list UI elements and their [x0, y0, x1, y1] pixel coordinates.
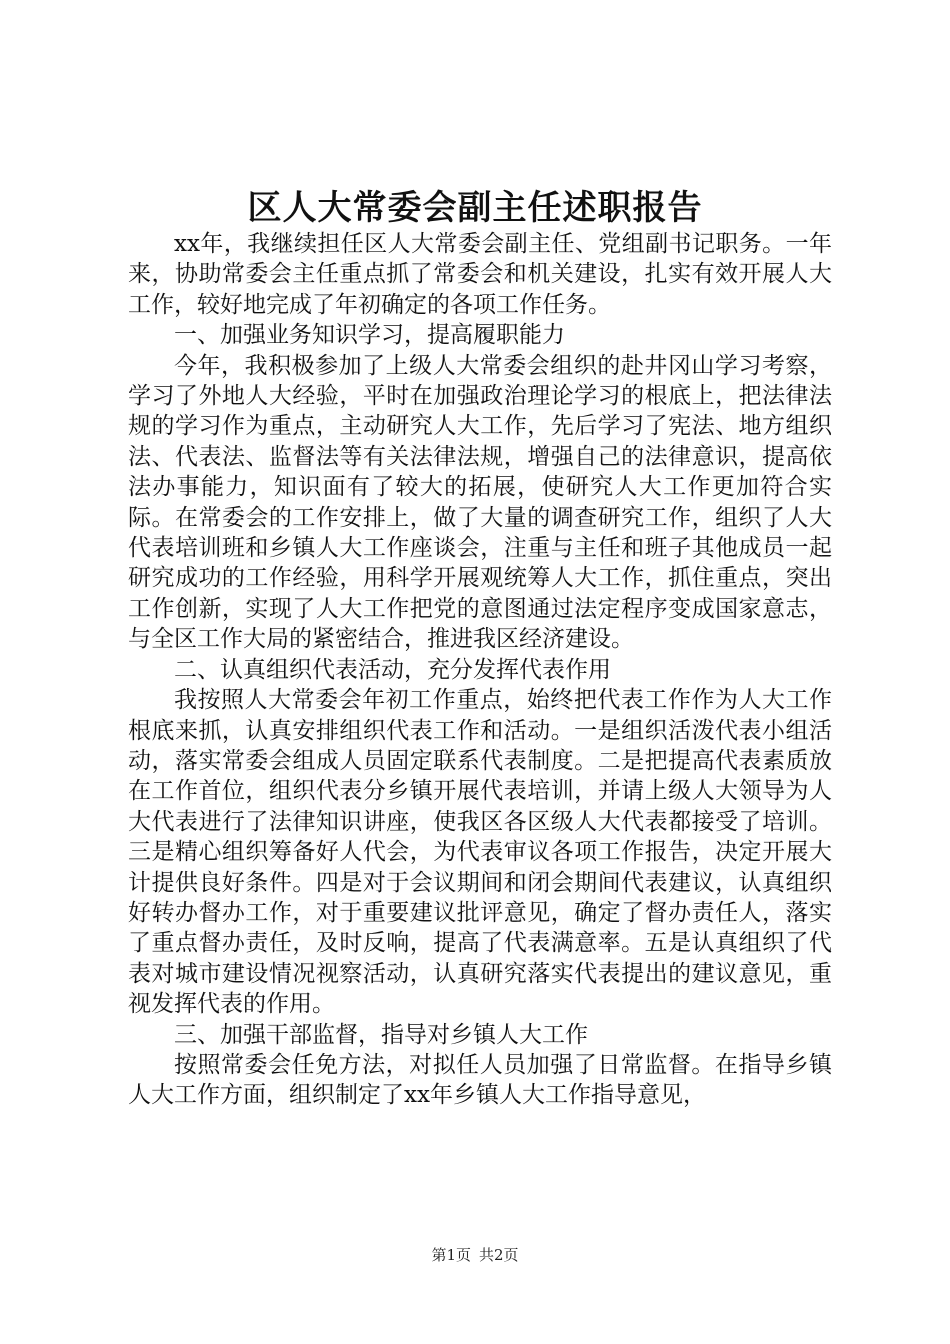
paragraph-section-2: 我按照人大常委会年初工作重点，始终把代表工作作为人大工作根底来抓，认真安排组织代表工作和活动。一是组织活泼代表小组活动，落实常委会组成人员固定联系代表制度。二是把提高代表素质放在工作首位，组织代表分乡镇开展代表培训，并请上级人大领导为人大代表进行了法律知识讲座，使我区各区级人大代表都接受了培训。三是精心组织筹备好人代会，为代表审议各项工作报告，决定开展大计提供良好条件。四是对于会议期间和闭会期间代表建议，认真组织好转办督办工作，对于重要建议批评意见，确定了督办责任人，落实了重点督办责任，及时反响，提高了代表满意率。五是认真组织了代表对城市建设情况视察活动，认真研究落实代表提出的建议意见，重视发挥代表的作用。: [128, 687, 832, 1018]
section-heading-2: 二、认真组织代表活动，充分发挥代表作用: [174, 656, 611, 683]
paragraph-section-3: 按照常委会任免方法，对拟任人员加强了日常监督。在指导乡镇人大工作方面，组织制定了xx年乡镇人大工作指导意见，: [128, 1051, 832, 1109]
page-total: 共2页: [479, 1246, 519, 1264]
document-title: 区人大常委会副主任述职报告: [247, 188, 703, 228]
section-heading-1: 一、加强业务知识学习，提高履职能力: [174, 322, 565, 349]
paragraph-section-1: 今年，我积极参加了上级人大常委会组织的赴井冈山学习考察，学习了外地人大经验，平时在加强政治理论学习的根底上，把法律法规的学习作为重点，主动研究人大工作，先后学习了宪法、地方组织法、代表法、监督法等有关法律法规，增强自己的法律意识，提高依法办事能力，知识面有了较大的拓展，使研究人大工作更加符合实际。在常委会的工作安排上，做了大量的调查研究工作，组织了人大代表培训班和乡镇人大工作座谈会，注重与主任和班子其他成员一起研究成功的工作经验，用科学开展观统筹人大工作，抓住重点，突出工作创新，实现了人大工作把党的意图通过法定程序变成国家意志，与全区工作大局的紧密结合，推进我区经济建设。: [128, 352, 832, 653]
paragraph-intro: xx年，我继续担任区人大常委会副主任、党组副书记职务。一年来，协助常委会主任重点抓了常委会和机关建设，扎实有效开展人大工作，较好地完成了年初确定的各项工作任务。: [128, 231, 832, 318]
page-footer: [0, 1244, 950, 1265]
document-body: [128, 229, 832, 1111]
page-number: 第1页: [431, 1246, 471, 1264]
section-heading-3: 三、加强干部监督，指导对乡镇人大工作: [174, 1021, 588, 1048]
